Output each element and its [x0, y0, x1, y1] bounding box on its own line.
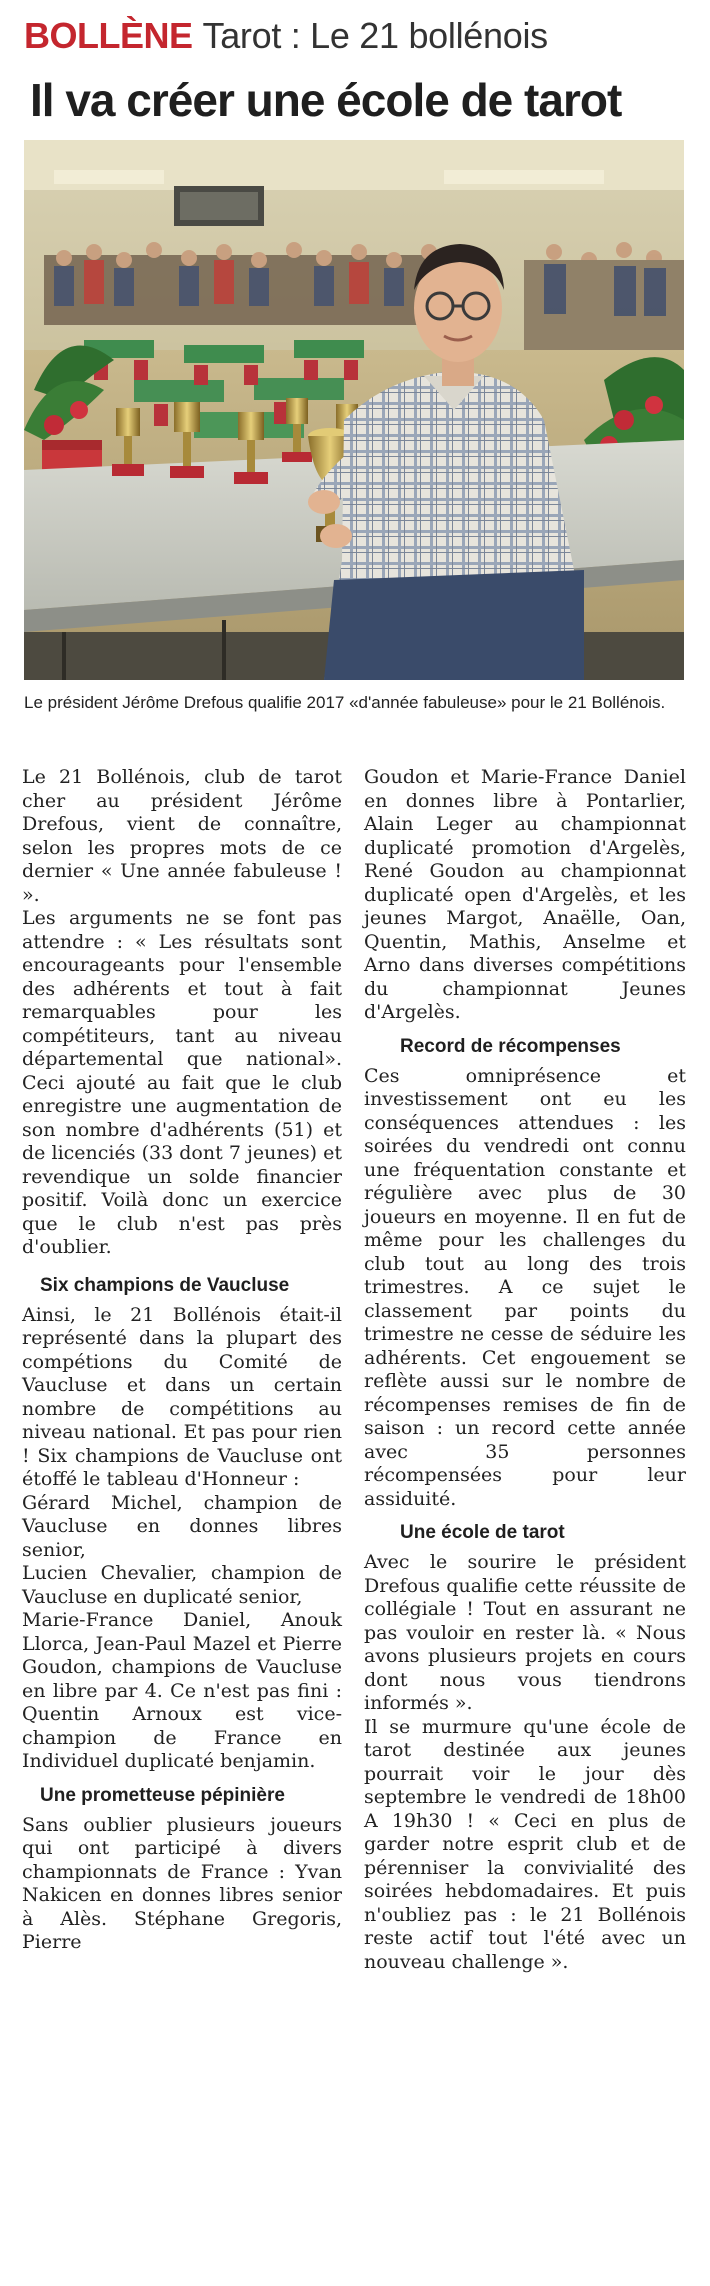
intro-paragraph-2: Les arguments ne se font pas attendre : « Les résultats sont encourageants pour l'ensemble des adhérents et tout à fait remarquables pour les compétiteurs, tant au niveau départemental que national». Ceci ajouté au fait que le club enregistre une augmentation de son nombre d'adhérents (51) et de licenciés (33 dont 7 jeunes) et revendique un solde financier positif. Voilà donc un exercice que le club n'est pas près d'oublier.: [22, 907, 342, 1258]
section-heading-pepiniere: Une prometteuse pépinière: [40, 1784, 285, 1806]
champions-paragraph-4: Marie-France Daniel, Anouk Llorca, Jean-Paul Mazel et Pierre Goudon, champions de Vaucluse en libre par 4. Ce n'est pas fini : Quentin Arnoux est vice-champion de France en Individuel duplicaté benjamin.: [22, 1609, 342, 1772]
section-heading-ecole: Une école de tarot: [400, 1522, 565, 1543]
section-heading-recompenses: Record de récompenses: [400, 1035, 621, 1057]
article-photo: [24, 140, 684, 680]
pepiniere-paragraph-1-continued: Goudon et Marie-France Daniel en donnes libre à Pontarlier, Alain Leger au championnat duplicaté promotion d'Argelès, René Goudon au championnat duplicaté open d'Argelès, et les jeunes Margot, Anaëlle, Oan, Quentin, Mathis, Anselme et Arno dans diverses compétitions du championnat Jeunes d'Argelès.: [364, 766, 686, 1023]
champions-paragraph-2: Gérard Michel, champion de Vaucluse en donnes libres senior,: [22, 1491, 342, 1561]
intro-paragraph-1: Le 21 Bollénois, club de tarot cher au président Jérôme Drefous, vient de connaître, selon les propres mots de ce dernier « Une année fabuleuse ! ».: [22, 766, 342, 906]
article-column-right: [364, 766, 686, 1974]
photo-caption: Le président Jérôme Drefous qualifie 2017 «d'année fabuleuse» pour le 21 Bollénois.: [24, 693, 666, 712]
pepiniere-paragraph-1: Sans oublier plusieurs joueurs qui ont participé à divers championnats de France : Yvan Nakicen en donnes libres senior à Alès. Stéphane Gregoris, Pierre: [22, 1813, 342, 1953]
article-column-left: [22, 766, 342, 1955]
ecole-paragraph-1: Avec le sourire le président Drefous qualifie cette réussite de collégiale ! Tout en assurant ne pas vouloir en rester là. « Nous avons plusieurs projets en cours dont nous vous tiendrons informés ».: [364, 1551, 686, 1714]
article-headline: Il va créer une école de tarot: [30, 74, 622, 126]
champions-paragraph-3: Lucien Chevalier, champion de Vaucluse en duplicaté senior,: [22, 1562, 342, 1608]
article-kicker: [24, 14, 548, 58]
recompenses-paragraph-1: Ces omniprésence et investissement ont eu les conséquences attendues : les soirées du vendredi ont connu une fréquentation constante et régulière avec plus de 30 joueurs en moyenne. Il en fut de même pour les challenges du club tout au long des trois trimestres. A ce sujet le classement par points du trimestre ne cesse de séduire les adhérents. Cet engouement se reflète aussi sur le nombre de récompenses remises de fin de saison : un record cette année avec 35 personnes récompensées pour leur assiduité.: [364, 1064, 686, 1510]
ecole-paragraph-2: Il se murmure qu'une école de tarot destinée aux jeunes pourrait voir le jour dès septembre le vendredi de 18h00 A 19h30 ! « Ceci en plus de garder notre esprit club et de pérenniser la convivialité des soirées hebdomadaires. Et puis n'oubliez pas : le 21 Bollénois reste actif tout l'été avec un nouveau challenge ».: [364, 1715, 686, 1973]
champions-paragraph-1: Ainsi, le 21 Bollénois était-il représenté dans la plupart des compétions du Comité de Vaucluse et dans un certain nombre de compétitions au niveau national. Et pas pour rien ! Six champions de Vaucluse ont étoffé le tableau d'Honneur :: [22, 1303, 342, 1490]
kicker-topic: Tarot : Le 21 bollénois: [202, 15, 548, 56]
section-heading-champions: Six champions de Vaucluse: [40, 1274, 290, 1296]
kicker-town: BOLLÈNE: [24, 15, 193, 56]
